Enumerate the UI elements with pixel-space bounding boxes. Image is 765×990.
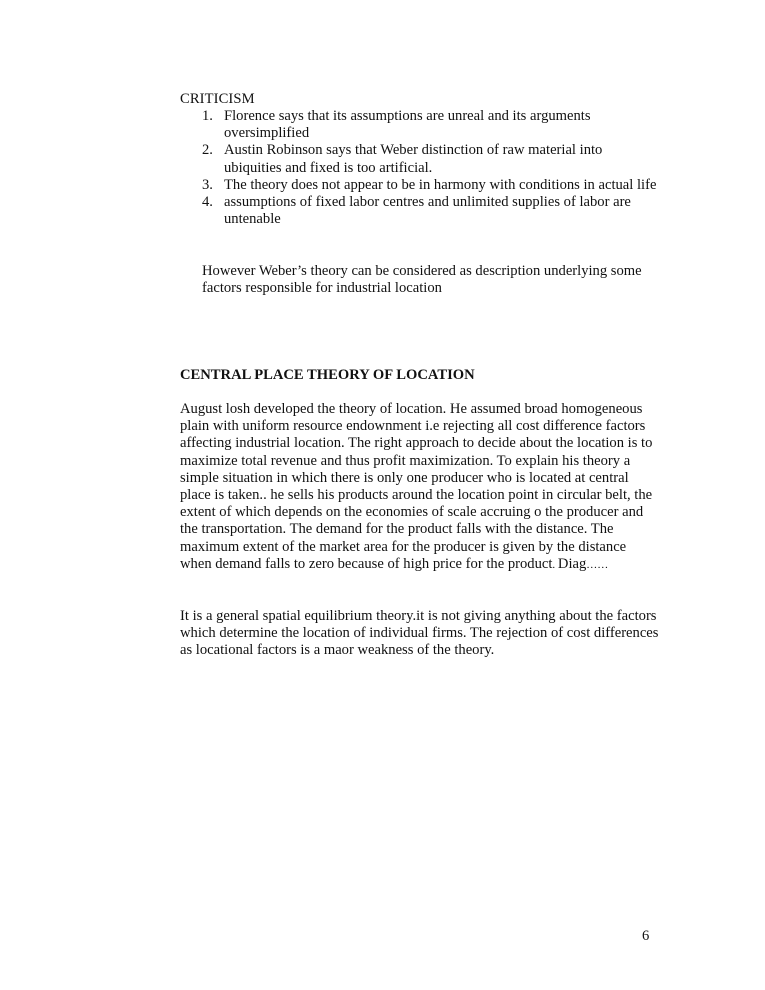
list-item-text: Florence says that its assumptions are unreal and its arguments oversimplified (224, 108, 591, 142)
list-item (180, 194, 660, 228)
list-item-number: 3. (202, 176, 213, 193)
losh-paragraph-diag: Diag (557, 555, 587, 572)
list-item-number: 1. (202, 108, 213, 124)
losh-paragraph (180, 401, 660, 574)
list-item-text: Austin Robinson says that Weber distinction of raw material into ubiquities and fixed is too artificial. (224, 142, 603, 176)
page-number: 6 (642, 928, 650, 944)
list-item (180, 177, 660, 194)
list-item-text: The theory does not appear to be in harmony with conditions in actual life (224, 176, 657, 193)
list-item-number: 4. (202, 194, 213, 211)
criticism-list (180, 108, 660, 228)
list-item (180, 108, 660, 142)
losh-paragraph-text: August losh developed the theory of location. He assumed broad homogeneous plain with uniform resource endownment i.e rejecting all cost difference factors affecting industrial location. The right approach to decide about the location is to maximize total revenue and thus profit maximization. To explain his theory a simple situation in which there is only one producer who is located at central place is taken.. he sells his products around the location point in circular belt, the extent of which depends on the economies of scale accruing o the producer and the transportation. The demand for the product falls with the distance. The maximum extent of the market area for the producer is given by the distance when demand falls to zero because of high price for the product (180, 401, 653, 572)
equilibrium-paragraph: It is a general spatial equilibrium theory.it is not giving anything about the factors which determine the location of individual firms. The rejection of cost differences as locational factors is a maor weakness of the theory. (180, 608, 659, 659)
section-heading: CENTRAL PLACE THEORY OF LOCATION (180, 367, 475, 383)
list-item-number: 2. (202, 142, 213, 159)
criticism-conclusion: However Weber’s theory can be considered as description underlying some factors responsible for industrial location (202, 263, 642, 297)
list-item (180, 142, 660, 176)
criticism-heading: CRITICISM (180, 91, 255, 107)
losh-paragraph-period: . (552, 558, 558, 571)
list-item-text: assumptions of fixed labor centres and unlimited supplies of labor are untenable (224, 194, 631, 228)
losh-paragraph-ellipsis: …… (586, 558, 609, 571)
